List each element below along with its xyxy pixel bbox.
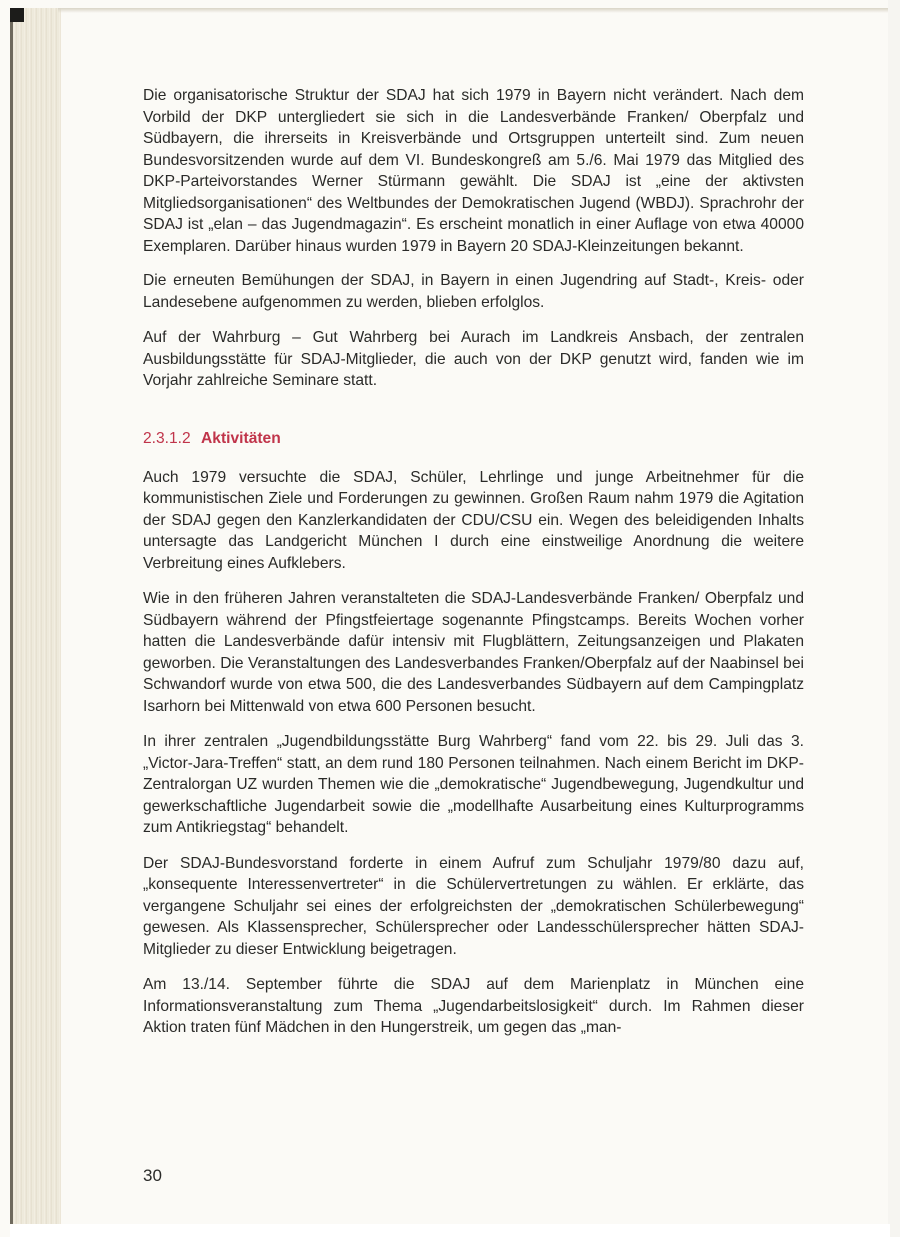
paragraph-schuelervertretung: Der SDAJ-Bundesvorstand forderte in einem Aufruf zum Schuljahr 1979/80 dazu auf, „konsequente Interessenvertreter“ in die Schülervertretungen zu wählen. Er erklärte, das vergangene Schuljahr sei eines der erfolgreichsten der „demokratischen Schülerbewegung“ gewesen. Als Klassensprecher, Schülersprecher oder Landesschülersprecher hätten SDAJ-Mitglieder zu dieser Entwicklung beigetragen.	[143, 854, 804, 958]
section-number: 2.3.1.2	[143, 429, 191, 447]
paragraph-hungerstreik: Am 13./14. September führte die SDAJ auf dem Marienplatz in München eine Informationsveranstaltung zum Thema „Jugendarbeitslosigkeit“ durch. Im Rahmen dieser Aktion traten fünf Mädchen in den Hungerstreik, um gegen das „man-	[143, 976, 804, 1036]
paragraph-victor-jara: In ihrer zentralen „Jugendbildungsstätte Burg Wahrberg“ fand vom 22. bis 29. Juli das 3. „Victor-Jara-Treffen“ statt, an dem rund 180 Personen teilnahmen. Nach einem Bericht im DKP-Zentralorgan UZ wurden Themen wie die „demokratische“ Jugendbewegung, Jugendkultur und gewerkschaftliche Jugendarbeit sowie die „modellhafte Ausarbeitung eines Kulturprogramms zum Antikriegstag“ behandelt.	[143, 733, 804, 836]
page-number: 30	[143, 1166, 162, 1185]
paragraph-organisation: Die organisatorische Struktur der SDAJ hat sich 1979 in Bayern nicht verändert. Nach dem Vorbild der DKP untergliedert sie sich in die Landesverbände Franken/ Oberpfalz und Südbayern, die ihrerseits in Kreisverbände und Ortsgruppen unterteilt sind. Zum neuen Bundesvorsitzenden wurde auf dem VI. Bundeskongreß am 5./6. Mai 1979 das Mitglied des DKP-Parteivorstandes Werner Stürmann gewählt. Die SDAJ ist „eine der aktivsten Mitgliedsorganisationen“ des Weltbundes der Demokratischen Jugend (WBDJ). Sprachrohr der SDAJ ist „elan – das Jugendmagazin“. Es erscheint monatlich in einer Auflage von etwa 40000 Exemplaren. Darüber hinaus wurden 1979 in Bayern 20 SDAJ-Kleinzeitungen bekannt.	[143, 87, 804, 255]
top-page-shadow	[58, 8, 888, 13]
section-title: Aktivitäten	[201, 429, 281, 447]
page-body	[143, 85, 804, 1053]
right-scan-margin	[888, 0, 900, 1237]
paragraph-wahrburg: Auf der Wahrburg – Gut Wahrberg bei Aurach im Landkreis Ansbach, der zentralen Ausbildungsstätte für SDAJ-Mitglieder, die auch von der DKP genutzt wird, fanden wie im Vorjahr zahlreiche Seminare statt.	[143, 329, 804, 389]
bottom-scan-margin	[10, 1224, 890, 1237]
section-heading	[143, 428, 804, 449]
book-page-edges	[10, 8, 61, 1230]
paragraph-jugendring: Die erneuten Bemühungen der SDAJ, in Bayern in einen Jugendring auf Stadt-, Kreis- oder Landesebene aufgenommen zu werden, blieben erfolglos.	[143, 272, 804, 311]
paragraph-pfingstcamps: Wie in den früheren Jahren veranstalteten die SDAJ-Landesverbände Franken/ Oberpfalz und Südbayern während der Pfingstfeiertage sogenannte Pfingstcamps. Bereits Wochen vorher hatten die Landesverbände dafür intensiv mit Flugblättern, Zeitungsanzeigen und Plakaten geworben. Die Veranstaltungen des Landesverbandes Franken/Oberpfalz auf der Naabinsel bei Schwandorf wurde von etwa 500, die des Landesverbandes Südbayern auf dem Campingplatz Isarhorn bei Mittenwald von etwa 600 Personen besucht.	[143, 590, 804, 715]
paragraph-agitation: Auch 1979 versuchte die SDAJ, Schüler, Lehrlinge und junge Arbeitnehmer für die kommunistischen Ziele und Forderungen zu gewinnen. Großen Raum nahm 1979 die Agitation der SDAJ gegen den Kanzlerkandidaten der CDU/CSU ein. Wegen des beleidigenden Inhalts untersagte das Landgericht München I durch eine einstweilige Anordnung die weitere Verbreitung eines Aufklebers.	[143, 468, 804, 572]
